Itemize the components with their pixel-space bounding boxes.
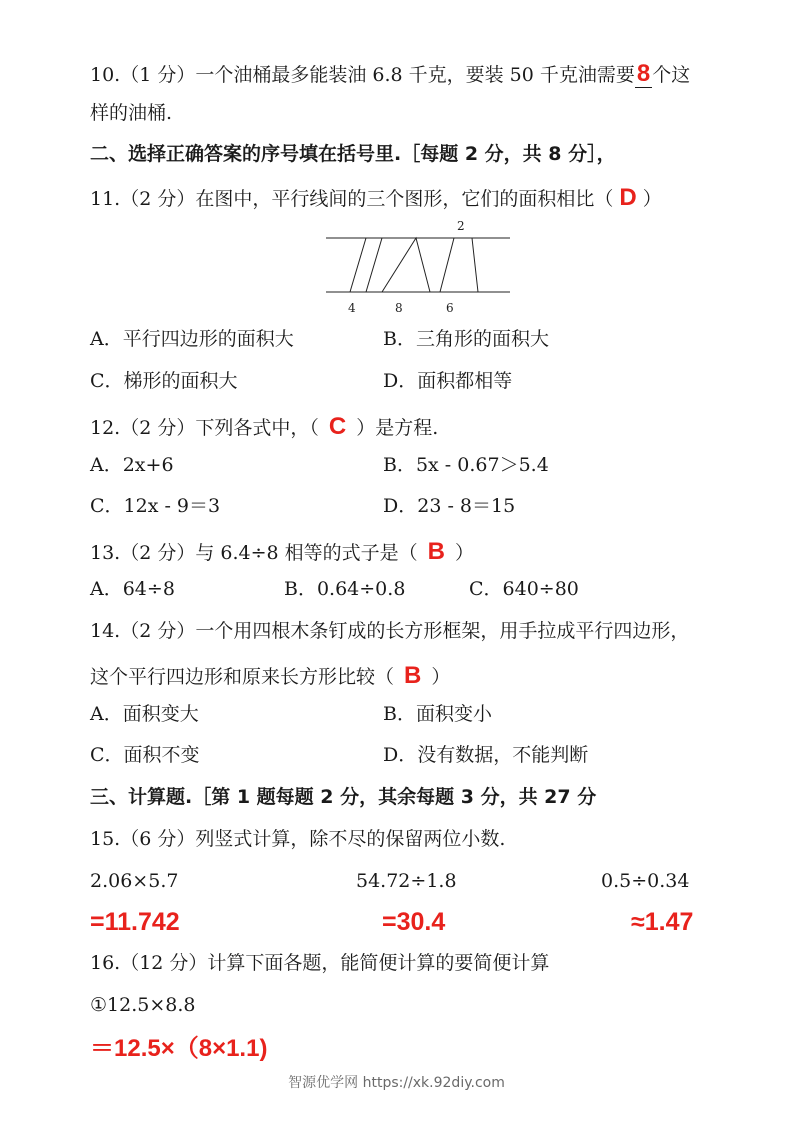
q10-line-1 <box>90 62 690 86</box>
q11-option-a: A．平行四边形的面积大 <box>90 328 294 350</box>
q10-line-2: 样的油桶. <box>90 102 173 124</box>
q16-stem: 16.（12 分）计算下面各题，能简便计算的要简便计算 <box>90 952 550 974</box>
q16-problem-1: ①12.5×8.8 <box>90 994 196 1016</box>
q11-stem <box>90 186 662 210</box>
q11-text: 11.（2 分）在图中，平行线间的三个图形，它们的面积相比（ <box>90 188 614 210</box>
q15-answer-3: ≈1.47 <box>631 908 694 936</box>
q10-text: 10.（1 分）一个油桶最多能装油 6.8 千克，要装 50 千克油需要 <box>90 64 635 86</box>
q12-answer: C <box>328 413 347 440</box>
figure-label-bottom-1: 4 <box>348 301 356 315</box>
figure-label-top: 2 <box>457 219 465 233</box>
q11-answer: D <box>619 184 637 211</box>
footer-watermark: 智源优学网 https://xk.92diy.com <box>288 1075 505 1091</box>
q13-option-a: A．64÷8 <box>90 578 175 600</box>
q12-option-d: D．23 - 8＝15 <box>383 495 516 517</box>
q12-text: 12.（2 分）下列各式中，（ <box>90 417 319 439</box>
q15-answer-1: =11.742 <box>90 908 180 936</box>
q11-option-b: B．三角形的面积大 <box>383 328 549 350</box>
parallel-lines-figure <box>322 216 522 316</box>
q12-stem <box>90 415 438 439</box>
parallelogram-right-side <box>366 238 382 292</box>
q15-problem-3: 0.5÷0.34 <box>601 870 690 892</box>
trapezoid-shape <box>440 238 478 292</box>
q14-answer: B <box>404 662 422 689</box>
q11-text-end: ） <box>642 188 662 210</box>
q16-answer-1: ＝12.5×（8×1.1) <box>90 1035 268 1062</box>
q11-option-d: D．面积都相等 <box>383 370 513 392</box>
q15-problem-2: 54.72÷1.8 <box>356 870 457 892</box>
q14-line-1: 14.（2 分）一个用四根木条钉成的长方形框架，用手拉成平行四边形， <box>90 620 690 642</box>
figure-label-bottom-2: 8 <box>395 301 403 315</box>
q13-option-c: C．640÷80 <box>469 578 579 600</box>
q14-option-d: D．没有数据，不能判断 <box>383 744 589 766</box>
q12-option-a: A．2x+6 <box>90 454 174 476</box>
q14-option-c: C．面积不变 <box>90 744 200 766</box>
q12-option-c: C．12x - 9＝3 <box>90 495 221 517</box>
q15-problem-1: 2.06×5.7 <box>90 870 179 892</box>
q14-text-end: ） <box>431 666 451 688</box>
q12-option-b: B．5x - 0.67＞5.4 <box>383 454 549 476</box>
parallelogram-left-side <box>350 238 366 292</box>
q15-stem: 15.（6 分）列竖式计算，除不尽的保留两位小数. <box>90 828 506 850</box>
q11-option-c: C．梯形的面积大 <box>90 370 238 392</box>
q14-line-2 <box>90 664 450 688</box>
section-2-title: 二、选择正确答案的序号填在括号里.［每题 2 分，共 8 分］， <box>90 143 616 165</box>
q10-text-cont: 个这 <box>652 64 691 86</box>
q14-text: 这个平行四边形和原来长方形比较（ <box>90 666 395 688</box>
q13-text-end: ） <box>455 542 475 564</box>
figure-label-bottom-3: 6 <box>446 301 454 315</box>
q14-option-a: A．面积变大 <box>90 703 199 725</box>
section-3-title: 三、计算题.［第 1 题每题 2 分，其余每题 3 分，共 27 分 <box>90 786 597 808</box>
q15-answer-2: =30.4 <box>382 908 446 936</box>
q13-stem <box>90 540 474 564</box>
triangle-shape <box>382 238 430 292</box>
q10-answer: 8 <box>636 60 651 87</box>
q12-text-end: ）是方程. <box>356 417 439 439</box>
q13-option-b: B．0.64÷0.8 <box>284 578 406 600</box>
q14-option-b: B．面积变小 <box>383 703 492 725</box>
q13-text: 13.（2 分）与 6.4÷8 相等的式子是（ <box>90 542 418 564</box>
q13-answer: B <box>427 538 445 565</box>
